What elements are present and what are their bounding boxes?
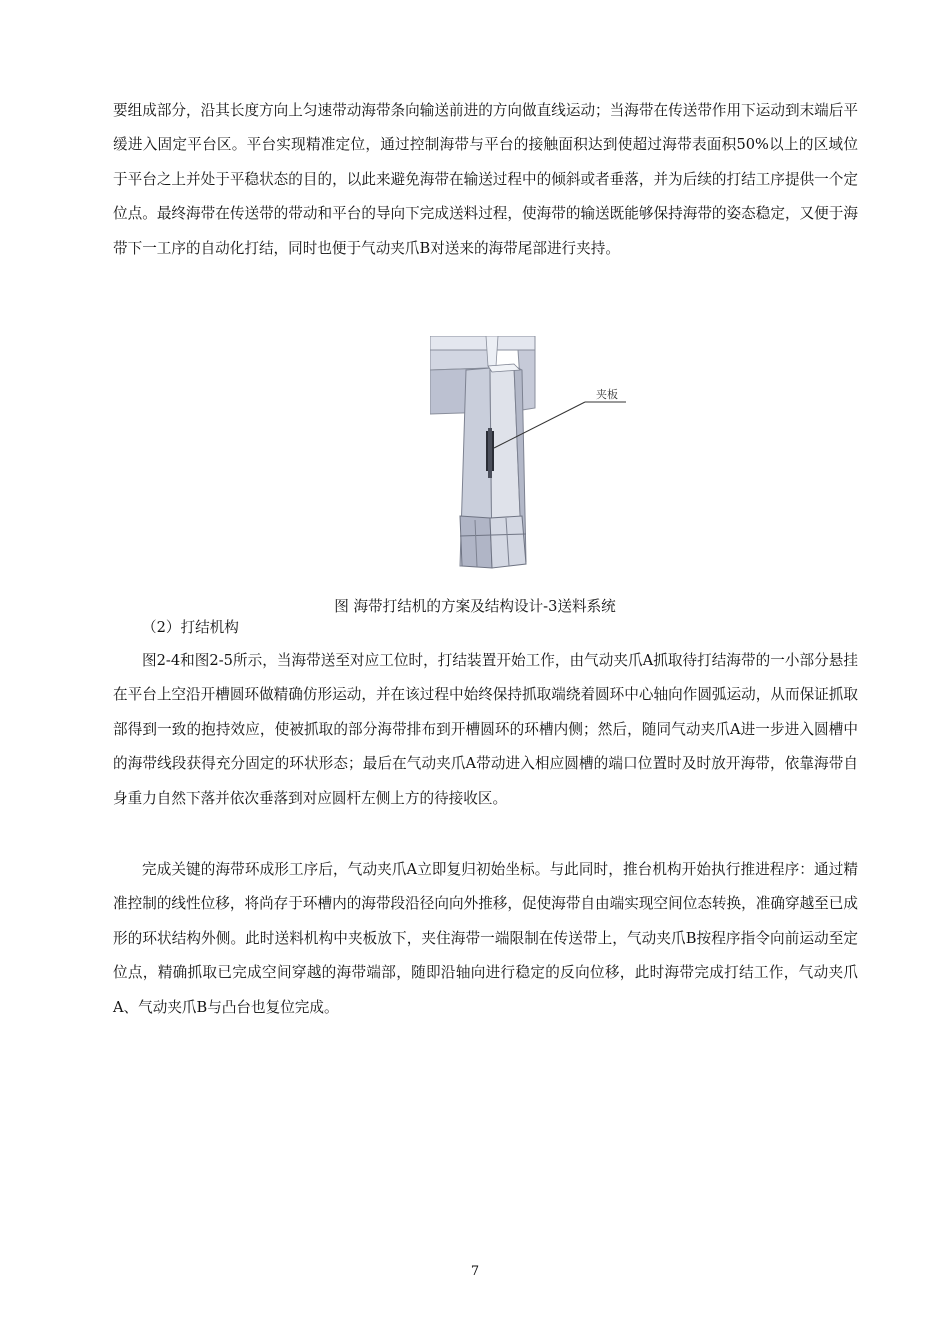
paragraph-2: 图2-4和图2-5所示，当海带送至对应工位时，打结装置开始工作，由气动夹爪A抓取待打结海带的一小部分悬挂在平台上空沿开槽圆环做精确仿形运动，并在该过程中始终保持抓取端绕着圆环中心轴向作圆弧运动，从而保证抓取部得到一致的抱持效应，使被抓取的部分海带排布到开槽圆环的环槽内侧；然后，随同气动夹爪A进一步进入圆槽中的海带线段获得充分固定的环状形态；最后在气动夹爪A带动进入相应圆槽的端口位置时及时放开海带，依靠海带自身重力自然下落并依次垂落到对应圆杆左侧上方的待接收区。 xyxy=(113,652,858,807)
paragraph-3: 完成关键的海带环成形工序后，气动夹爪A立即复归初始坐标。与此同时，推台机构开始执行推进程序：通过精准控制的线性位移，将尚存于环槽内的海带段沿径向向外推移，促使海带自由端实现空间位态转换，准确穿越至已成形的环状结构外侧。此时送料机构中夹板放下，夹住海带一端限制在传送带上，气动夹爪B按程序指令向前运动至定位点，精确抓取已完成空间穿越的海带端部，随即沿轴向进行稳定的反向位移，此时海带完成打结工作，气动夹爪A、气动夹爪B与凸台也复位完成。 xyxy=(113,861,858,1016)
figure-caption: 图 海带打结机的方案及结构设计-3送料系统 xyxy=(334,598,616,615)
section-subheading: （2）打结机构 xyxy=(142,619,239,636)
page-number: 7 xyxy=(470,1264,480,1279)
paragraph-1: 要组成部分，沿其长度方向上匀速带动海带条向输送前进的方向做直线运动；当海带在传送带作用下运动到末端后平缓进入固定平台区。平台实现精准定位，通过控制海带与平台的接触面积达到使超过海带表面积50%以上的区域位于平台之上并处于平稳状态的目的，以此来避免海带在输送过程中的倾斜或者垂落，并为后续的打结工序提供一个定位点。最终海带在传送带的带动和平台的导向下完成送料过程，使海带的输送既能够保持海带的姿态稳定，又便于海带下一工序的自动化打结，同时也便于气动夹爪B对送来的海带尾部进行夹持。 xyxy=(113,102,858,257)
feeding-system-figure xyxy=(430,336,640,574)
figure-label-clamp-plate: 夹板 xyxy=(596,388,618,401)
